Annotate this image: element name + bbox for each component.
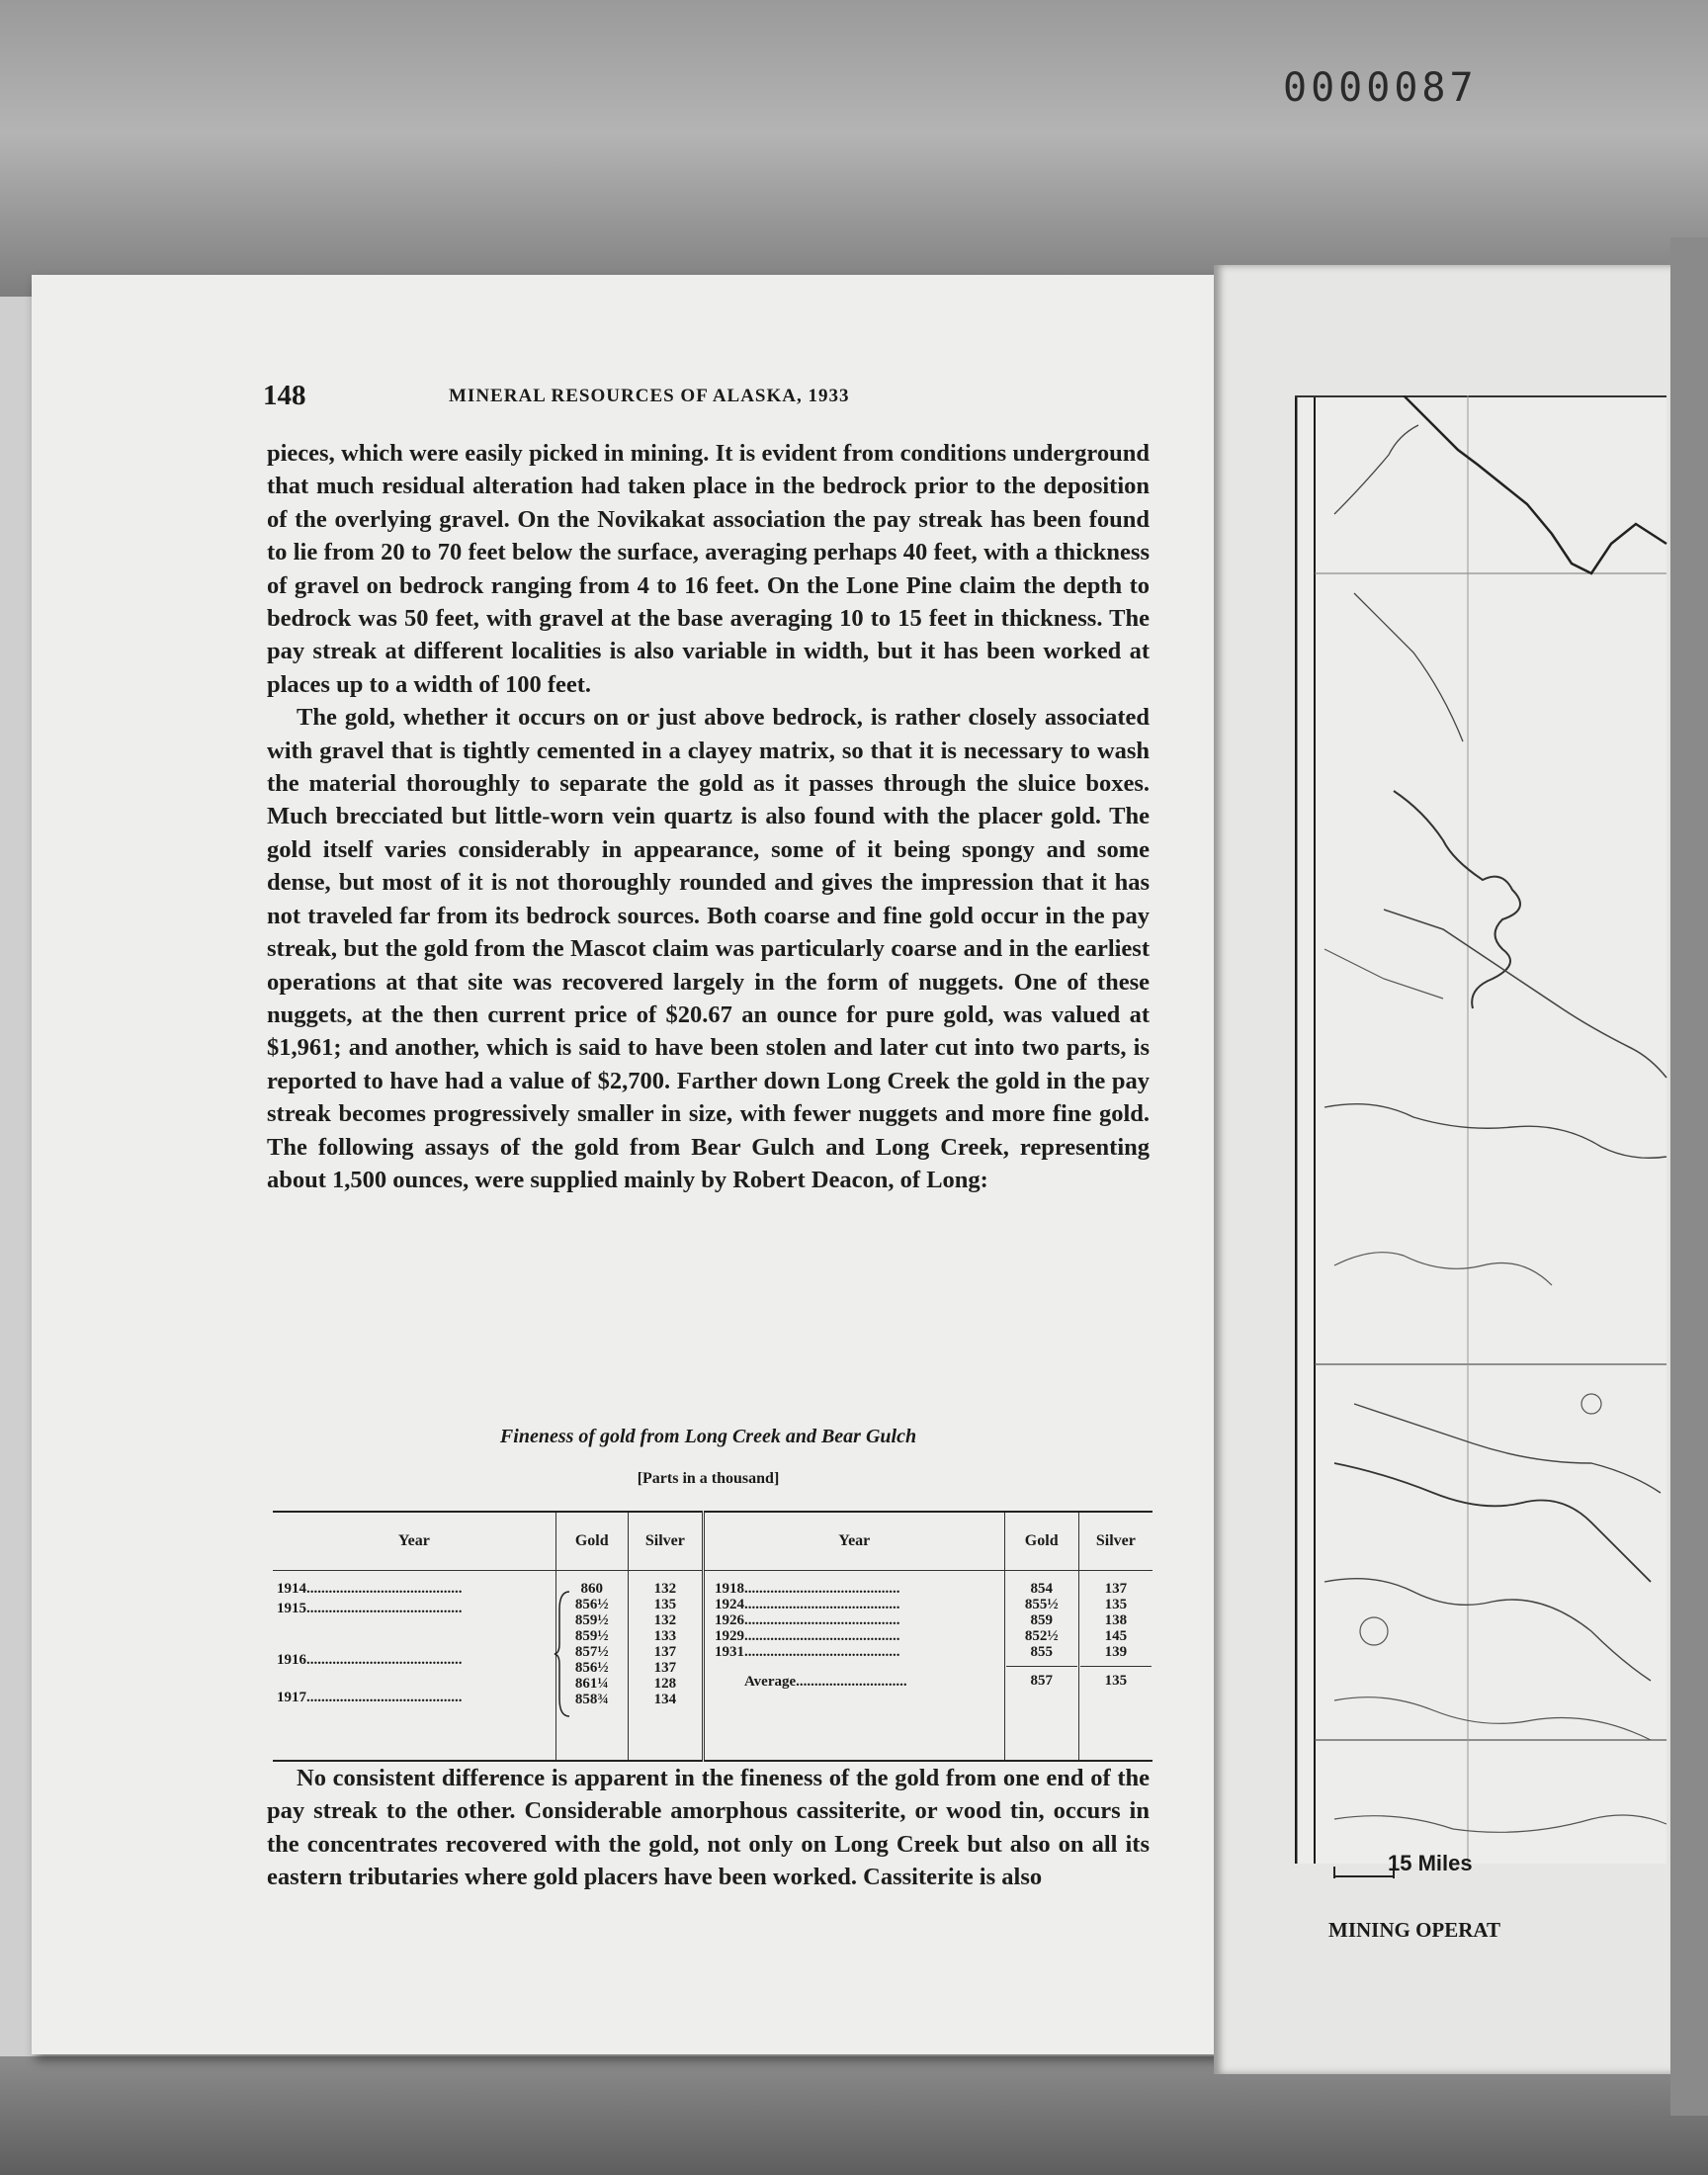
table-header-row xyxy=(273,1512,1153,1571)
silver-value: 133 xyxy=(653,1628,677,1644)
silver-value: 139 xyxy=(1104,1644,1128,1660)
gold-value: 857½ xyxy=(574,1644,609,1660)
gold-value: 856½ xyxy=(574,1660,609,1676)
running-title: MINERAL RESOURCES OF ALASKA, 1933 xyxy=(449,386,850,406)
fineness-table xyxy=(273,1511,1153,1762)
silver-value: 132 xyxy=(653,1581,677,1597)
silver-value: 145 xyxy=(1104,1628,1128,1644)
year-brace xyxy=(554,1590,573,1718)
average-silver-value: 135 xyxy=(1080,1666,1152,1689)
right-silver-column xyxy=(1078,1571,1153,1762)
gold-value: 859 xyxy=(1030,1612,1053,1628)
body-text-lower xyxy=(267,1762,1150,1894)
scan-background-right xyxy=(1670,237,1708,2116)
silver-value: 137 xyxy=(1104,1581,1128,1597)
column-header: Year xyxy=(703,1512,1004,1571)
gold-value: 856½ xyxy=(574,1597,609,1612)
average-gold-value: 857 xyxy=(1006,1666,1077,1689)
silver-value: 135 xyxy=(1104,1597,1128,1612)
silver-value: 128 xyxy=(653,1676,677,1692)
year-cell: 1918.......................................... xyxy=(714,1581,900,1597)
silver-value: 137 xyxy=(653,1644,677,1660)
average-label: Average.............................. xyxy=(743,1674,907,1690)
map-scale-label: 15 Miles xyxy=(1388,1851,1473,1875)
gold-value: 858¾ xyxy=(574,1692,609,1707)
scan-background-bottom xyxy=(0,2056,1708,2175)
column-header: Gold xyxy=(1004,1512,1078,1571)
silver-value: 135 xyxy=(653,1597,677,1612)
gold-value: 854 xyxy=(1030,1581,1053,1597)
table-caption: Fineness of gold from Long Creek and Bear Gulch xyxy=(499,1426,917,1447)
year-cell: 1916.......................................... xyxy=(277,1652,463,1668)
gold-value: 859½ xyxy=(574,1628,609,1644)
column-header: Gold xyxy=(555,1512,628,1571)
left-silver-column xyxy=(628,1571,703,1762)
paragraph: No consistent difference is apparent in the fineness of the gold from one end of the pay streak to the other. Considerable amorphous cassiterite, or wood tin, occurs in the concentrates recovered with the gold, not only on Long Creek but also on all its eastern tributaries where gold placers have been worked. Cassiterite is also xyxy=(267,1765,1150,1891)
left-year-column xyxy=(273,1571,555,1762)
body-text-upper xyxy=(267,437,1150,1196)
document-id: 0000087 xyxy=(1283,65,1478,111)
year-cell: 1929.......................................... xyxy=(714,1628,900,1644)
gold-value: 855 xyxy=(1030,1644,1053,1660)
year-cell: 1917.......................................... xyxy=(277,1690,463,1705)
gold-value: 852½ xyxy=(1024,1628,1059,1644)
page-number: 148 xyxy=(263,380,306,411)
year-cell: 1924.......................................... xyxy=(714,1597,900,1612)
right-gold-column xyxy=(1004,1571,1078,1762)
map-caption: MINING OPERAT xyxy=(1328,1918,1501,1942)
column-header: Year xyxy=(273,1512,555,1571)
year-cell: 1915.......................................... xyxy=(277,1601,463,1616)
page-header xyxy=(263,380,1153,419)
gold-value: 860 xyxy=(580,1581,603,1597)
year-cell: 1931.......................................... xyxy=(714,1644,900,1660)
silver-value: 138 xyxy=(1104,1612,1128,1628)
paragraph: pieces, which were easily picked in mining. It is evident from conditions underground that much residual alteration had taken place in the bedrock prior to the deposition of the overlying gravel. On the Novikakat association the pay streak has been found to lie from 20 to 70 feet below the surface, averaging perhaps 40 feet, with a thickness of gravel on bedrock ranging from 4 to 16 feet. On the Lone Pine claim the depth to bedrock was 50 feet, with gravel at the base averaging 10 to 15 feet in thickness. The pay streak at different localities is also variable in width, but it has been worked at places up to a width of 100 feet. xyxy=(267,440,1150,698)
gold-value: 855½ xyxy=(1024,1597,1059,1612)
silver-value: 134 xyxy=(653,1692,677,1707)
right-year-column xyxy=(703,1571,1004,1762)
gold-value: 861¼ xyxy=(574,1676,609,1692)
silver-value: 137 xyxy=(653,1660,677,1676)
column-header: Silver xyxy=(628,1512,703,1571)
scan-background-top xyxy=(0,0,1708,297)
table-subcaption: [Parts in a thousand] xyxy=(637,1470,780,1487)
map-figure xyxy=(1295,395,1670,1878)
column-header: Silver xyxy=(1078,1512,1153,1571)
table-row xyxy=(273,1571,1153,1762)
gold-value: 859½ xyxy=(574,1612,609,1628)
silver-value: 132 xyxy=(653,1612,677,1628)
year-cell: 1926.......................................... xyxy=(714,1612,900,1628)
year-cell: 1914.......................................... xyxy=(277,1581,463,1597)
paragraph: The gold, whether it occurs on or just above bedrock, is rather closely associated with gravel that is tightly cemented in a clayey matrix, so that it is necessary to wash the material thoroughly to separate the gold as it passes through the sluice boxes. Much brecciated but little-worn vein quartz is also found with the placer gold. The gold itself varies considerably in appearance, some of it being spongy and some dense, but most of it is not thoroughly rounded and gives the impression that it has not traveled far from its bedrock sources. Both coarse and fine gold occur in the pay streak, but the gold from the Mascot claim was particularly coarse and in the earliest operations at that site was recovered largely in the form of nuggets. One of these nuggets, at the then current price of $20.67 an ounce for pure gold, was valued at $1,961; and another, which is said to have been stolen and later cut into two parts, is reported to have had a value of $2,700. Farther down Long Creek the gold in the pay streak becomes progressively smaller in size, with fewer nuggets and more fine gold. The following assays of the gold from Bear Gulch and Long Creek, representing about 1,500 ounces, were supplied mainly by Robert Deacon, of Long: xyxy=(267,704,1150,1193)
